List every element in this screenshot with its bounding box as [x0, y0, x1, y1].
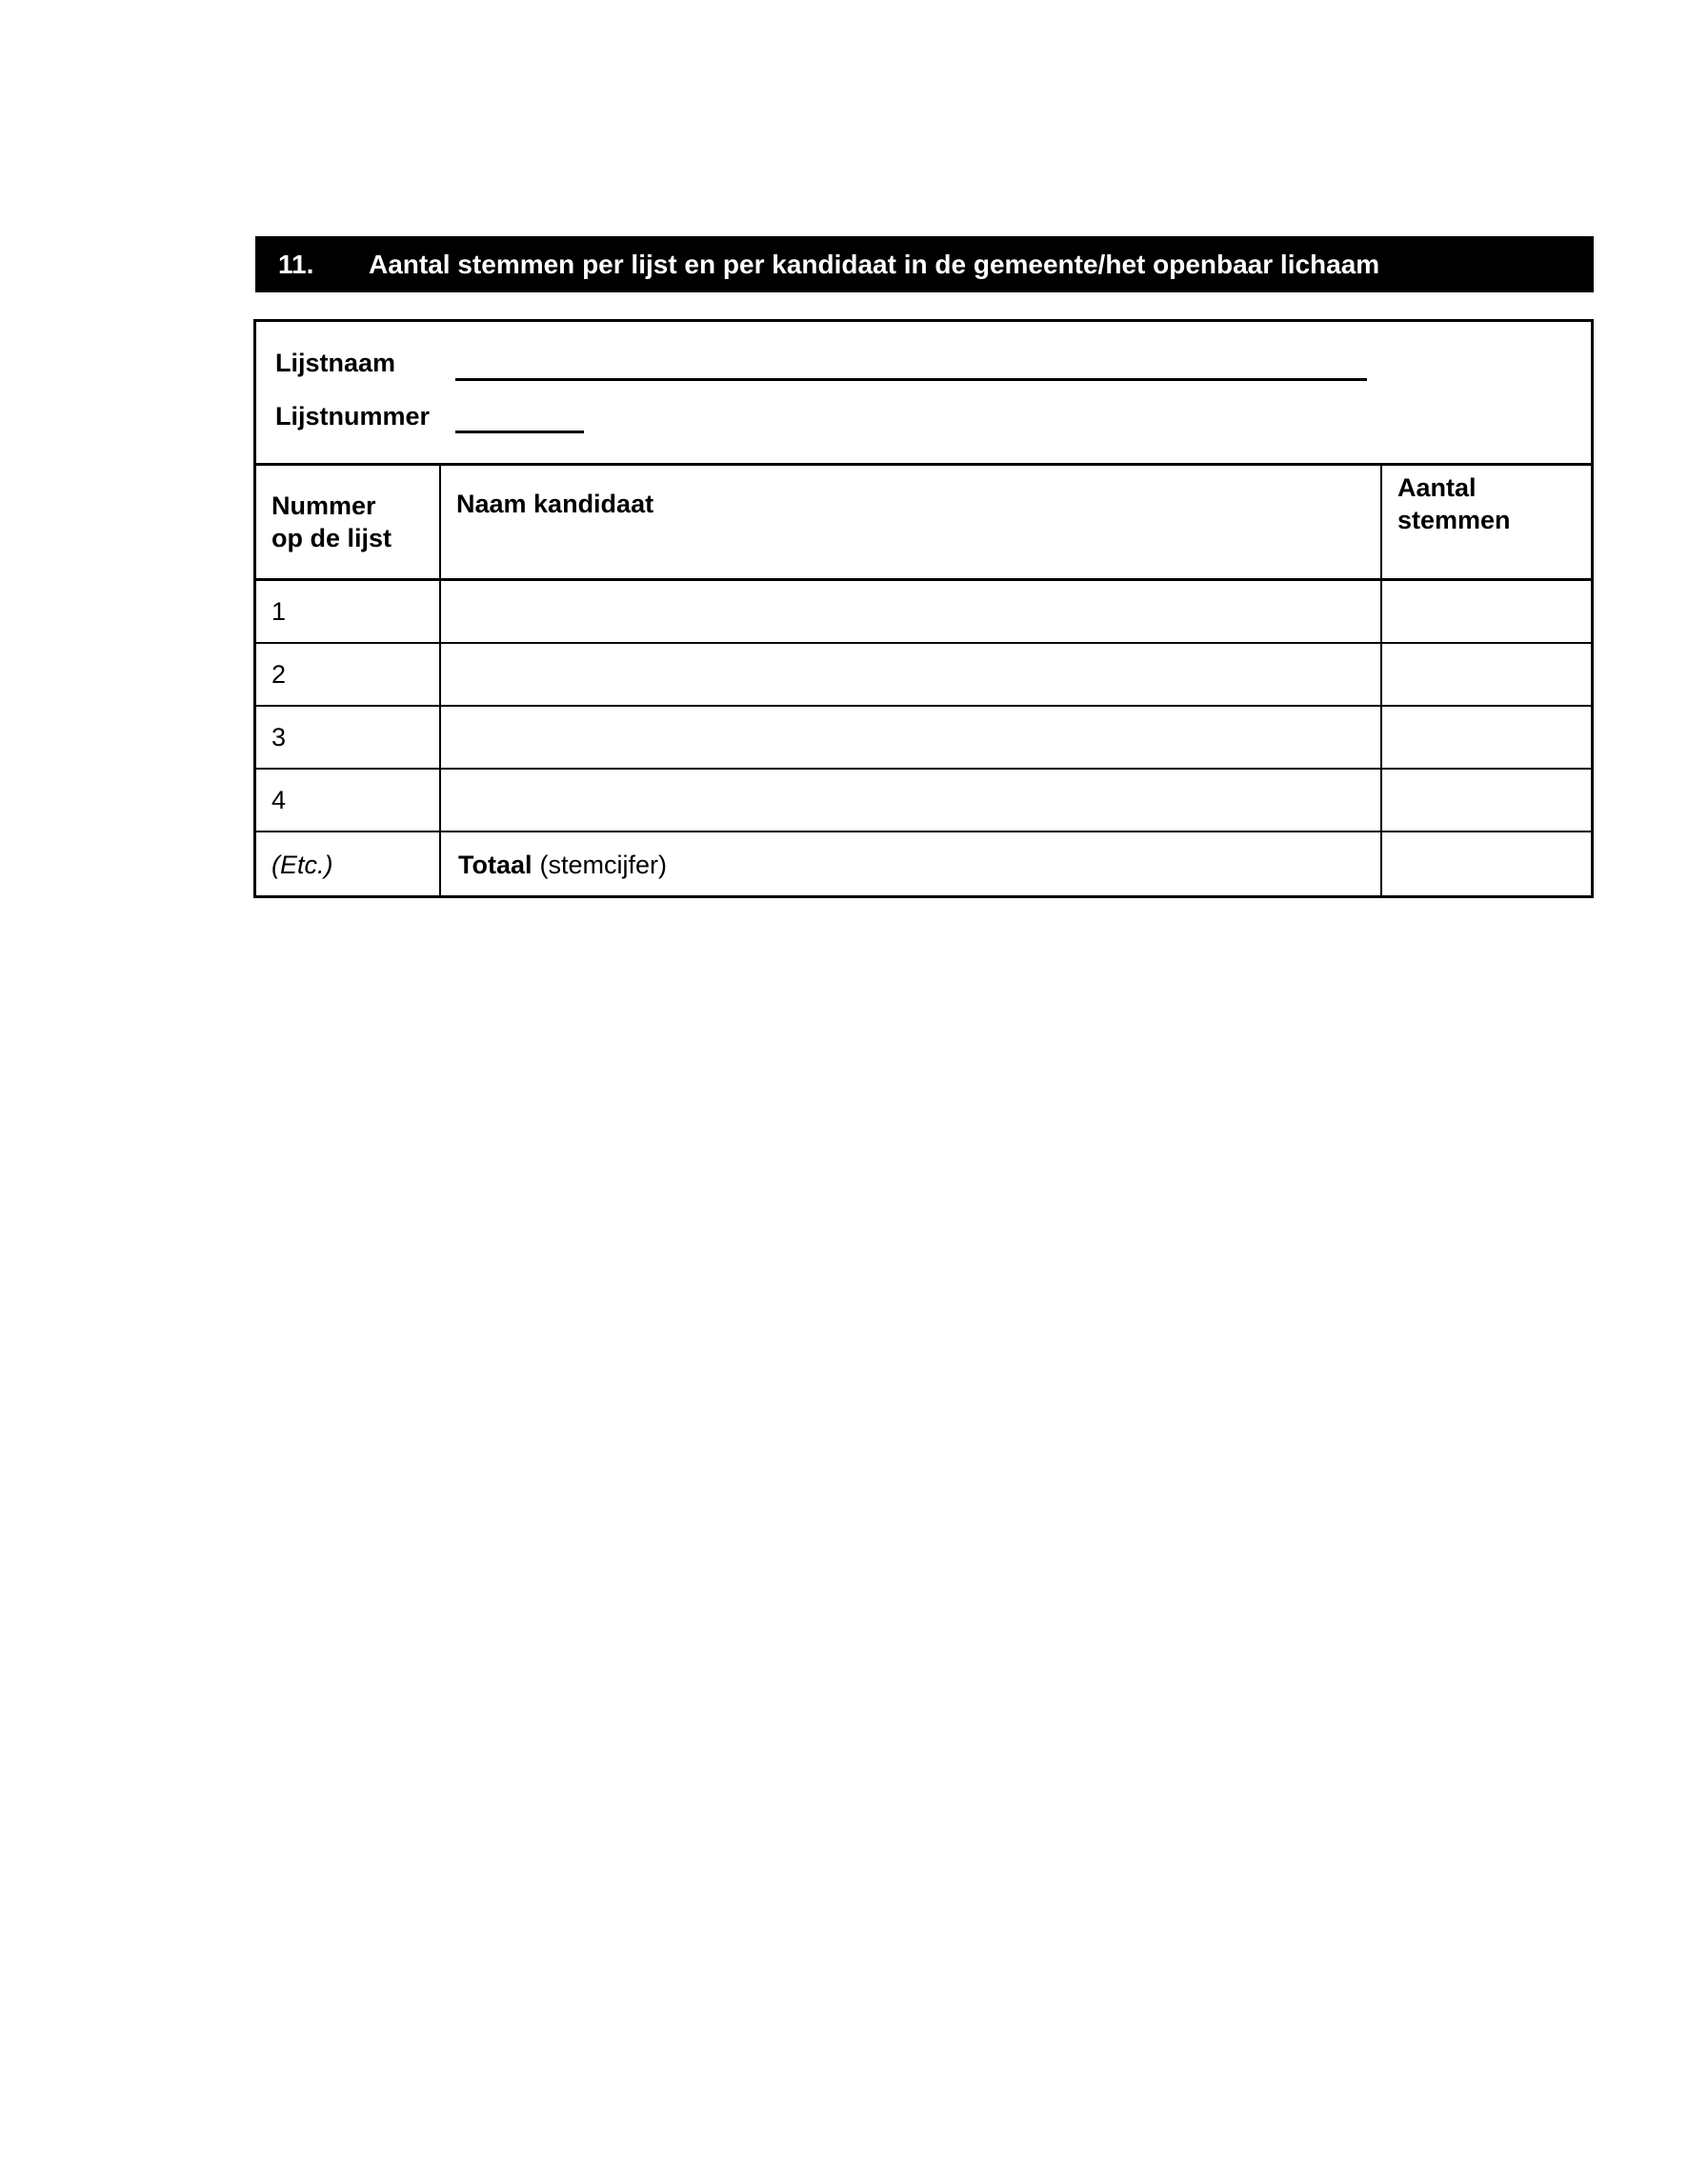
lijstnaam-label: Lijstnaam [275, 349, 396, 377]
votes-cell[interactable] [1381, 769, 1591, 832]
row-number-cell: 1 [256, 580, 440, 643]
table-header-row [256, 465, 1591, 580]
lijstnaam-field[interactable] [455, 349, 1367, 381]
total-votes-cell[interactable] [1381, 832, 1591, 897]
votes-cell[interactable] [1381, 643, 1591, 706]
table-row [256, 769, 1591, 832]
row-number-cell: 4 [256, 769, 440, 832]
list-results-box [253, 319, 1594, 898]
table-row [256, 706, 1591, 769]
etc-label: (Etc.) [256, 832, 440, 897]
table-footer-row [256, 832, 1591, 897]
candidate-name-cell[interactable] [440, 580, 1381, 643]
votes-cell[interactable] [1381, 580, 1591, 643]
section-header-bar [255, 236, 1594, 292]
candidates-votes-table [256, 463, 1591, 897]
table-row [256, 580, 1591, 643]
total-label-cell [440, 832, 1381, 897]
row-number-cell: 3 [256, 706, 440, 769]
list-fields-area [256, 322, 1591, 463]
candidate-name-cell[interactable] [440, 706, 1381, 769]
col-header-nummer-op-de-lijst: Nummer op de lijst [256, 465, 440, 580]
lijstnummer-field[interactable] [455, 401, 584, 433]
total-label: Totaal [458, 850, 533, 879]
total-suffix-label: (stemcijfer) [539, 850, 668, 879]
section-number: 11. [278, 249, 314, 279]
section-title: Aantal stemmen per lijst en per kandidaat in de gemeente/het openbaar lichaam [369, 249, 1380, 279]
candidate-name-cell[interactable] [440, 769, 1381, 832]
row-number-cell: 2 [256, 643, 440, 706]
votes-cell[interactable] [1381, 706, 1591, 769]
lijstnummer-label: Lijstnummer [275, 402, 431, 431]
candidate-name-cell[interactable] [440, 643, 1381, 706]
col-header-aantal-stemmen: Aantal stemmen [1381, 465, 1591, 580]
table-row [256, 643, 1591, 706]
col-header-naam-kandidaat: Naam kandidaat [440, 465, 1381, 580]
